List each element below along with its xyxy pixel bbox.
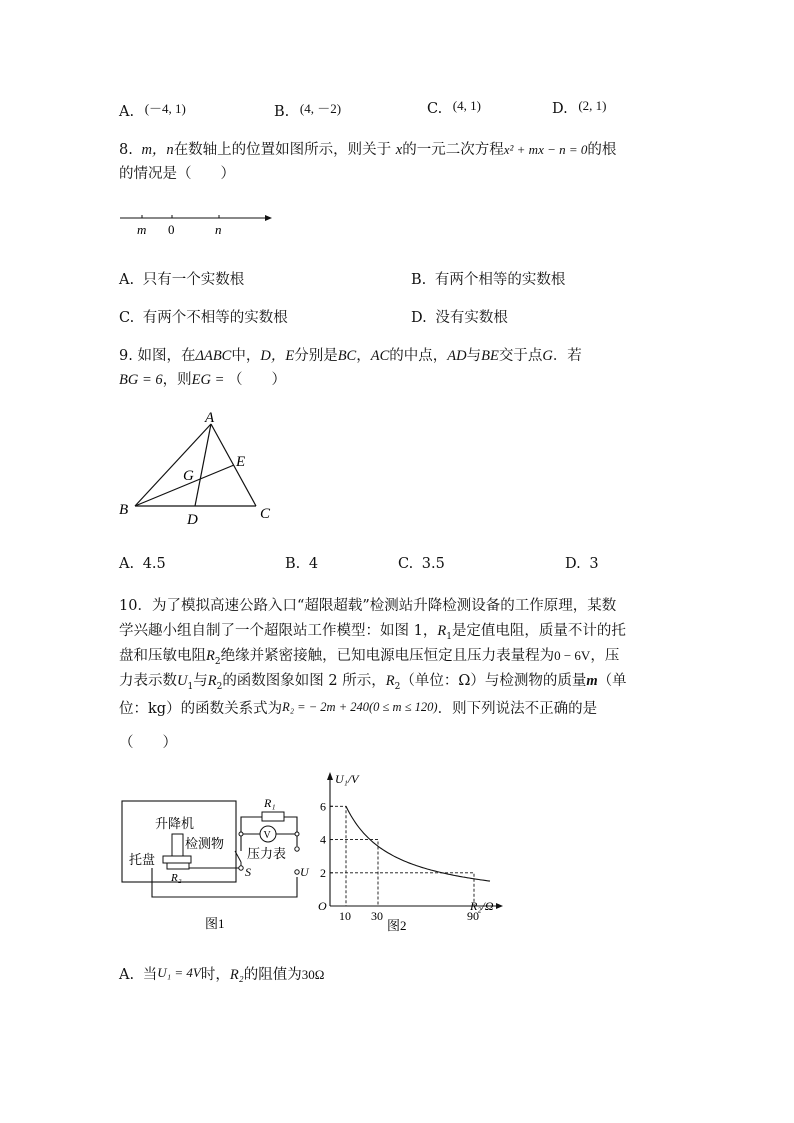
r2-resistor	[167, 863, 189, 869]
q7-option-c-value: (4, 1)	[452, 98, 481, 113]
y-axis-arrow-icon	[327, 772, 333, 780]
source-terminal-bottom	[295, 870, 299, 874]
q9-stem-line2: BG = 6，则EG = （ ）	[119, 372, 286, 388]
source-label: U	[300, 865, 309, 879]
point-g: G	[183, 468, 194, 484]
q10-figure1-circuit	[115, 788, 320, 936]
number-line-arrow-icon	[265, 215, 272, 221]
q10-formula: R₂ = − 2m + 240(0 ≤ m ≤ 120)	[282, 700, 438, 714]
q7-option-b: B. (4, －2)	[274, 101, 342, 120]
origin-label: O	[318, 899, 327, 913]
switch-label: S	[245, 865, 251, 879]
x-tick-label-30: 30	[371, 909, 383, 923]
q7-option-d: D. (2, 1)	[552, 98, 607, 117]
x-axis-arrow-icon	[496, 903, 503, 909]
median-ad	[195, 424, 211, 506]
q8-option-a: A. 只有一个实数根	[119, 272, 245, 288]
x-tick-label-90: 90	[467, 909, 479, 923]
graph-marks	[320, 799, 490, 923]
q7-option-d-value: (2, 1)	[578, 98, 607, 113]
figure1-caption: 图1	[205, 916, 225, 931]
q10-stem-line5: 位：kg）的函数关系式为R₂ = − 2m + 240(0 ≤ m ≤ 120)．则下列说法不正确的是	[119, 700, 598, 717]
q10-stem-line3: 盘和压敏电阻$R_2$绝缘并紧密接触，已知电源电压恒定且压力表量程为0 − 6V，压	[119, 648, 620, 667]
q8-option-d: D. 没有实数根	[411, 310, 508, 326]
wire-right	[284, 817, 297, 846]
source-terminal-top	[295, 847, 299, 851]
q8-stem-line2: 的情况是（ ）	[119, 166, 235, 182]
r1-label: R₁	[264, 796, 276, 810]
tray-label: 托盘	[129, 852, 156, 867]
q10-stem-line1: 10．为了模拟高速公路入口“超限超载”检测站升降检测设备的工作原理，某数	[119, 598, 617, 614]
meter-terminal-left	[239, 832, 243, 836]
side-ab	[135, 424, 211, 506]
q10-stem-line2: 学兴趣小组自制了一个超限站工作模型：如图 1，$R_1$是定值电阻，质量不计的托	[119, 623, 626, 642]
q8-option-b: B. 有两个相等的实数根	[411, 272, 566, 288]
figure2-caption: 图2	[387, 918, 407, 933]
meter-terminal-right	[295, 832, 299, 836]
q9-option-a: A. 4.5	[119, 556, 166, 572]
q9-stem-line1: 9. 如图，在ΔABC中，D，E分别是BC，AC的中点，AD与BE交于点G．若	[119, 348, 582, 364]
label-n: n	[215, 222, 222, 237]
series-curve	[346, 806, 490, 881]
object-label: 检测物	[185, 836, 225, 851]
q7-option-c: C. (4, 1)	[427, 98, 481, 117]
guide-line-2	[330, 873, 474, 906]
switch-terminal	[239, 866, 243, 870]
q7-option-b-value: (4, －2)	[299, 101, 342, 116]
y-axis-label: U₁/V	[335, 772, 359, 786]
q8-number-line	[115, 206, 275, 238]
label-m: m	[137, 222, 147, 237]
q7-option-a-value: (－4, 1)	[144, 101, 186, 116]
point-e: E	[236, 454, 246, 470]
q8-stem-line1: 8. m，n在数轴上的位置如图所示，则关于 x的一元二次方程x² + mx − n = 0的根	[119, 142, 617, 158]
point-c: C	[260, 506, 271, 522]
object-block	[172, 834, 183, 856]
q9-option-b: B. 4	[285, 556, 319, 572]
q8-option-c: C. 有两个不相等的实数根	[119, 310, 288, 326]
tray-plate	[163, 856, 191, 863]
r1-resistor	[262, 812, 284, 821]
y-tick-label-4: 4	[320, 832, 326, 847]
q10-stem-line6: （ ）	[119, 735, 177, 751]
point-a: A	[205, 410, 215, 426]
lift-label: 升降机	[155, 816, 195, 831]
q7-option-a: A. (－4, 1)	[119, 101, 186, 120]
q8-equation: x² + mx − n = 0	[503, 142, 588, 157]
q9-option-c: C. 3.5	[398, 556, 445, 572]
point-b: B	[119, 502, 129, 518]
r2-label: R₂	[171, 872, 182, 884]
q10-stem-line4: 力表示数$U_1$与$R_2$的函数图象如图 2 所示，$R_2$（单位：Ω）与检测物的质量m（单	[119, 673, 627, 692]
label-zero: 0	[168, 222, 175, 237]
guide-line-0	[330, 806, 346, 906]
q9-triangle-figure	[115, 408, 285, 530]
q10-figure2-graph	[310, 768, 510, 938]
x-axis-label: R₂/Ω	[470, 899, 494, 913]
x-tick-label-10: 10	[339, 909, 351, 923]
q9-option-d: D. 3	[565, 556, 599, 572]
point-d: D	[187, 512, 198, 528]
q10-option-a: A. 当U₁ = 4V时，R₂的阻值为30Ω	[119, 965, 325, 983]
voltmeter-label: V	[263, 830, 271, 841]
y-tick-label-2: 2	[320, 865, 326, 880]
meter-label: 压力表	[247, 846, 287, 861]
y-tick-label-6: 6	[320, 799, 326, 814]
